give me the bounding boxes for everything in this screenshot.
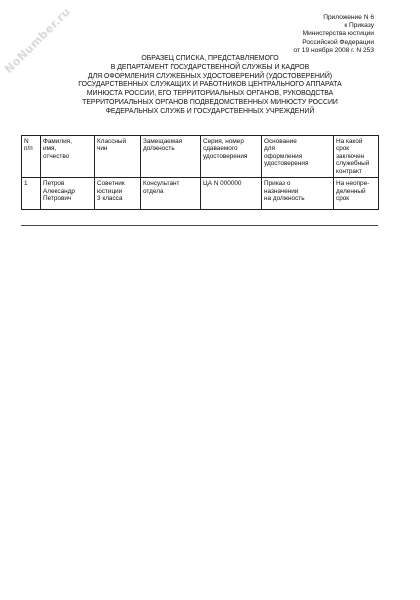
cell-basis: Приказ о назначении на должность [262,178,334,210]
appendix-line: от 19 ноября 2008 г. N 253 [293,46,374,54]
title-line: ОБРАЗЕЦ СПИСКА, ПРЕДСТАВЛЯЕМОГО [141,55,279,62]
divider [21,225,378,226]
header-class-rank: Классный чин [95,136,141,178]
cell-number: 1 [22,178,41,210]
cell-contract-term: На неопре- деленный срок [334,178,379,210]
cell-position: Консультант отдела [141,178,201,210]
appendix-header [293,14,374,55]
watermark: NoNumber.ru [2,5,74,76]
header-contract-term: На какой срок заключен служебный контракт [334,136,379,178]
header-number: N п/п [22,136,41,178]
title-line: ДЛЯ ОФОРМЛЕНИЯ СЛУЖЕБНЫХ УДОСТОВЕРЕНИЙ (УДОСТОВЕРЕНИЙ) [87,72,333,80]
header-position: Замещаемая должность [141,136,201,178]
document-title [20,55,400,117]
cell-class-rank: Советник юстиции 3 класса [95,178,141,210]
header-full-name: Фамилия, имя, отчество [41,136,95,178]
title-line: ФЕДЕРАЛЬНЫХ СЛУЖБ И ГОСУДАРСТВЕННЫХ УЧРЕЖДЕНИЙ [105,107,315,115]
title-line: В ДЕПАРТАМЕНТ ГОСУДАРСТВЕННОЙ СЛУЖБЫ И КАДРОВ [110,63,310,71]
appendix-line: Приложение N 6 [323,14,374,21]
staff-list-table [21,135,379,210]
title-line: ГОСУДАРСТВЕННЫХ СЛУЖАЩИХ И РАБОТНИКОВ ЦЕНТРАЛЬНОГО АППАРАТА [78,81,342,89]
title-line: ТЕРРИТОРИАЛЬНЫХ ОРГАНОВ ПОДВЕДОМСТВЕННЫХ МИНЮСТУ РОССИИ [82,98,338,106]
appendix-line: Министерства юстиции [302,30,374,38]
title-line: МИНЮСТА РОССИИ, ЕГО ТЕРРИТОРИАЛЬНЫХ ОРГАНОВ, РУКОВОДСТВА [86,90,334,98]
header-basis: Основание для оформления удостоверения [262,136,334,178]
table-header-row [22,136,379,178]
appendix-line: Российской Федерации [302,38,374,46]
appendix-line: к Приказу [344,22,374,30]
cell-full-name: Петров Александр Петрович [41,178,95,210]
header-certificate-number: Серия, номер сдаваемого удостоверения [201,136,262,178]
cell-certificate-number: ЦА N 000000 [201,178,262,210]
table-row [22,178,379,210]
